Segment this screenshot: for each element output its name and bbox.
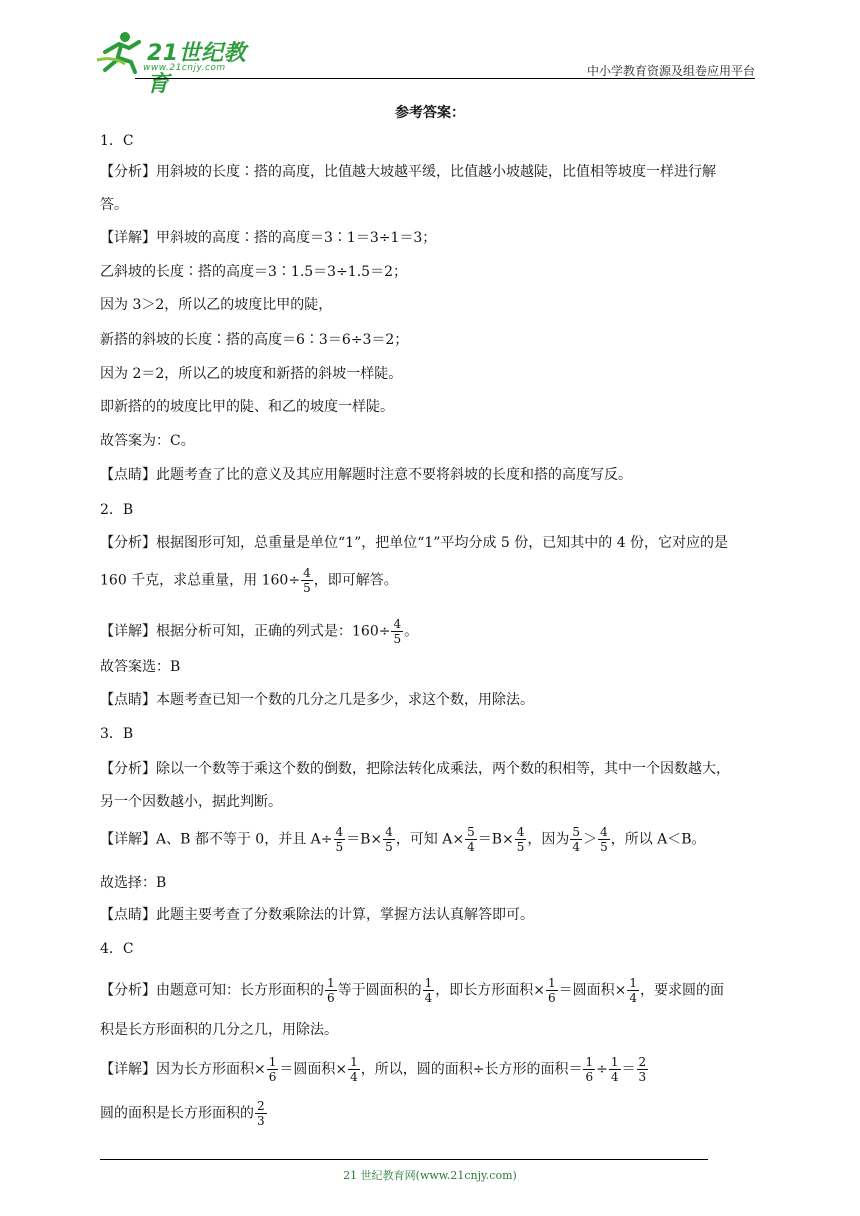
numerator: 1 [424,976,433,990]
denominator: 4 [350,1070,358,1084]
fraction [583,1055,595,1084]
q3-answer: 3．B [100,726,134,742]
denominator: 6 [585,1070,594,1084]
site-logo [95,30,265,97]
numerator: 5 [572,825,581,839]
numerator: 1 [268,1055,277,1069]
denominator: 5 [303,581,311,595]
q1-detail-6: 即新搭的的坡度比甲的陡、和乙的坡度一样陡。 [100,399,394,415]
q2-analysis-1: 【分析】根据图形可知，总重量是单位“1”，把单位“1”平均分成 5 份，已知其中的 4 份，它对应的是 [100,535,729,551]
q4-detail [100,1055,649,1084]
q1-answer: 1．C [100,133,134,149]
page-header [95,30,755,97]
fraction [546,976,558,1005]
q3-detail [100,825,706,854]
denominator: 4 [424,991,433,1005]
numerator: 1 [610,1055,619,1069]
text-segment: ＝B× [477,831,514,848]
text-segment: ，要求圆的面 [640,982,725,999]
denominator: 6 [327,991,335,1005]
text-segment: 【详解】因为长方形面积× [100,1061,266,1078]
numerator: 4 [393,617,402,631]
q1-detail-5: 因为 2＝2，所以乙的坡度和新搭的斜坡一样陡。 [100,366,403,382]
q1-detail-4: 新搭的斜坡的长度∶搭的高度＝6∶3＝6÷3＝2； [100,332,409,348]
q3-analysis-1: 【分析】除以一个数等于乘这个数的倒数，把除法转化成乘法，两个数的积相等，其中一个因数越大， [100,761,730,777]
numerator: 4 [303,566,311,580]
runner-logo-icon [95,30,147,74]
footer-divider [100,1159,708,1160]
text-segment: ＝圆面积× [558,982,627,999]
numerator: 2 [638,1055,647,1069]
text-segment: 。 [404,623,419,640]
fraction [267,1055,279,1084]
text-segment: ，所以，圆的面积÷长方形的面积＝ [360,1061,583,1078]
denominator: 5 [393,632,402,646]
text-segment: 等于圆面积的 [337,982,422,999]
denominator: 5 [516,840,525,854]
q3-analysis-2: 另一个因数越小，据此判断。 [100,794,282,810]
q2-answer-statement: 故答案选：B [100,659,181,675]
denominator: 4 [610,1070,619,1084]
fraction [255,1099,267,1128]
numerator: 1 [548,976,556,990]
fraction [515,825,527,854]
header-divider [135,78,755,79]
numerator: 4 [385,825,393,839]
text-segment: 【详解】A、B 都不等于 0，并且 A÷ [100,831,333,848]
numerator: 1 [585,1055,594,1069]
text-segment: 【分析】由题意可知：长方形面积的 [100,982,324,999]
numerator: 1 [350,1055,358,1069]
q2-detail [100,617,418,646]
numerator: 1 [327,976,335,990]
text-segment: ，所以 A＜B。 [610,831,706,848]
q1-analysis-1: 【分析】用斜坡的长度∶搭的高度，比值越大坡越平缓，比值越小坡越陡，比值相等坡度一样进行解 [100,164,716,180]
fraction [348,1055,360,1084]
fraction [334,825,346,854]
fraction [383,825,395,854]
q1-analysis-2: 答。 [100,197,128,213]
page-title: 参考答案： [395,105,465,121]
numerator: 4 [516,825,525,839]
numerator: 1 [629,976,638,990]
q4-answer: 4．C [100,941,134,957]
numerator: 5 [467,825,475,839]
text-segment: 圆的面积是长方形面积的 [100,1105,254,1122]
q3-comment: 【点睛】此题主要考查了分数乘除法的计算，掌握方法认真解答即可。 [100,907,534,923]
fraction [609,1055,621,1084]
text-segment: ＞ [583,831,598,848]
platform-name: 中小学教育资源及组卷应用平台 [586,64,755,78]
q2-answer: 2．B [100,502,134,518]
denominator: 4 [572,840,581,854]
fraction [627,976,639,1005]
fraction [325,976,337,1005]
text-segment: ，因为 [527,831,570,848]
numerator: 2 [257,1099,265,1113]
fraction [423,976,435,1005]
q1-detail-1: 【详解】甲斜坡的高度∶搭的高度＝3∶1＝3÷1＝3； [100,230,437,246]
denominator: 3 [638,1070,647,1084]
denominator: 3 [257,1114,265,1128]
numerator: 4 [335,825,344,839]
logo-text: 21世纪教育 [147,41,247,97]
q4-analysis-1 [100,976,724,1005]
q4-analysis-2: 积是长方形面积的几分之几，用除法。 [100,1022,338,1038]
q1-detail-2: 乙斜坡的长度∶搭的高度＝3∶1.5＝3÷1.5＝2； [100,264,407,280]
q1-detail-3: 因为 3＞2，所以乙的坡度比甲的陡， [100,297,333,313]
text-segment: ＝B× [346,831,383,848]
logo-url: www.21cnjy.com [143,63,226,73]
fraction [301,566,313,595]
q1-answer-statement: 故答案为：C。 [100,433,195,449]
denominator: 5 [385,840,393,854]
fraction [598,825,610,854]
text-segment: ，即可解答。 [313,572,398,589]
text-segment: ，可知 A× [395,831,465,848]
text-segment: ÷ [596,1061,608,1078]
denominator: 5 [600,840,608,854]
numerator: 4 [600,825,608,839]
denominator: 4 [629,991,638,1005]
denominator: 5 [335,840,344,854]
text-segment: 160 千克，求总重量，用 160÷ [100,572,301,589]
denominator: 4 [467,840,475,854]
q2-comment: 【点睛】本题考查已知一个数的几分之几是多少，求这个数，用除法。 [100,692,534,708]
text-segment: ＝ [621,1061,636,1078]
text-segment: 【详解】根据分析可知，正确的列式是：160÷ [100,623,391,640]
q3-answer-statement: 故选择：B [100,875,167,891]
q4-conclusion [100,1099,268,1128]
fraction [637,1055,649,1084]
fraction [465,825,477,854]
page-footer: 21 世纪教育网(www.21cnjy.com) [343,1169,517,1182]
denominator: 6 [548,991,556,1005]
q2-analysis-2 [100,566,398,595]
fraction [570,825,582,854]
fraction [391,617,403,646]
q1-comment: 【点睛】此题考查了比的意义及其应用解题时注意不要将斜坡的长度和搭的高度写反。 [100,467,632,483]
text-segment: ＝圆面积× [279,1061,348,1078]
denominator: 6 [268,1070,277,1084]
text-segment: ，即长方形面积× [435,982,546,999]
